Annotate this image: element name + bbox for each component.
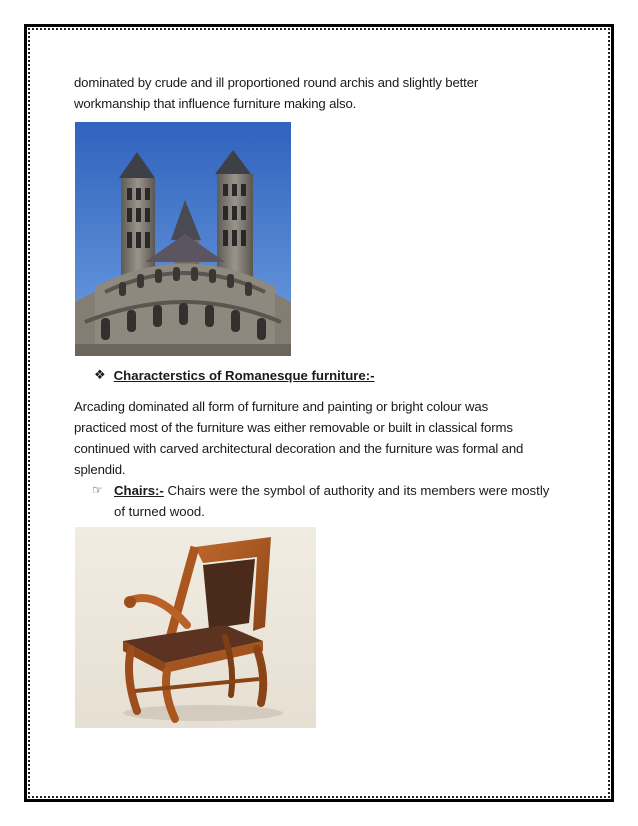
diamond-bullet-icon: ❖ [94, 367, 106, 382]
section-heading [94, 367, 375, 383]
section-line-4: splendid. [74, 462, 126, 477]
intro-line-2: workmanship that influence furniture making also. [74, 96, 357, 111]
intro-paragraph [74, 72, 564, 114]
section-line-3: continued with carved architectural decoration and the furniture was formal and [74, 441, 524, 456]
chairs-line-2: of turned wood. [114, 504, 205, 519]
section-paragraph [74, 396, 564, 480]
chairs-line-1: Chairs were the symbol of authority and its members were mostly [163, 483, 550, 498]
section-heading-text: Characterstics of Romanesque furniture:- [113, 367, 375, 383]
romanesque-cathedral-photo [75, 122, 291, 356]
pointing-hand-icon: ☞ [92, 483, 103, 497]
romanesque-chair-photo [75, 527, 316, 728]
section-line-1: Arcading dominated all form of furniture and painting or bright colour was [74, 399, 489, 414]
chairs-label: Chairs:- [114, 483, 164, 498]
section-line-2: practiced most of the furniture was either removable or built in classical forms [74, 420, 513, 435]
chairs-bullet-item [92, 480, 562, 522]
chairs-text [114, 480, 562, 522]
intro-line-1: dominated by crude and ill proportioned round archis and slightly better [74, 75, 479, 90]
